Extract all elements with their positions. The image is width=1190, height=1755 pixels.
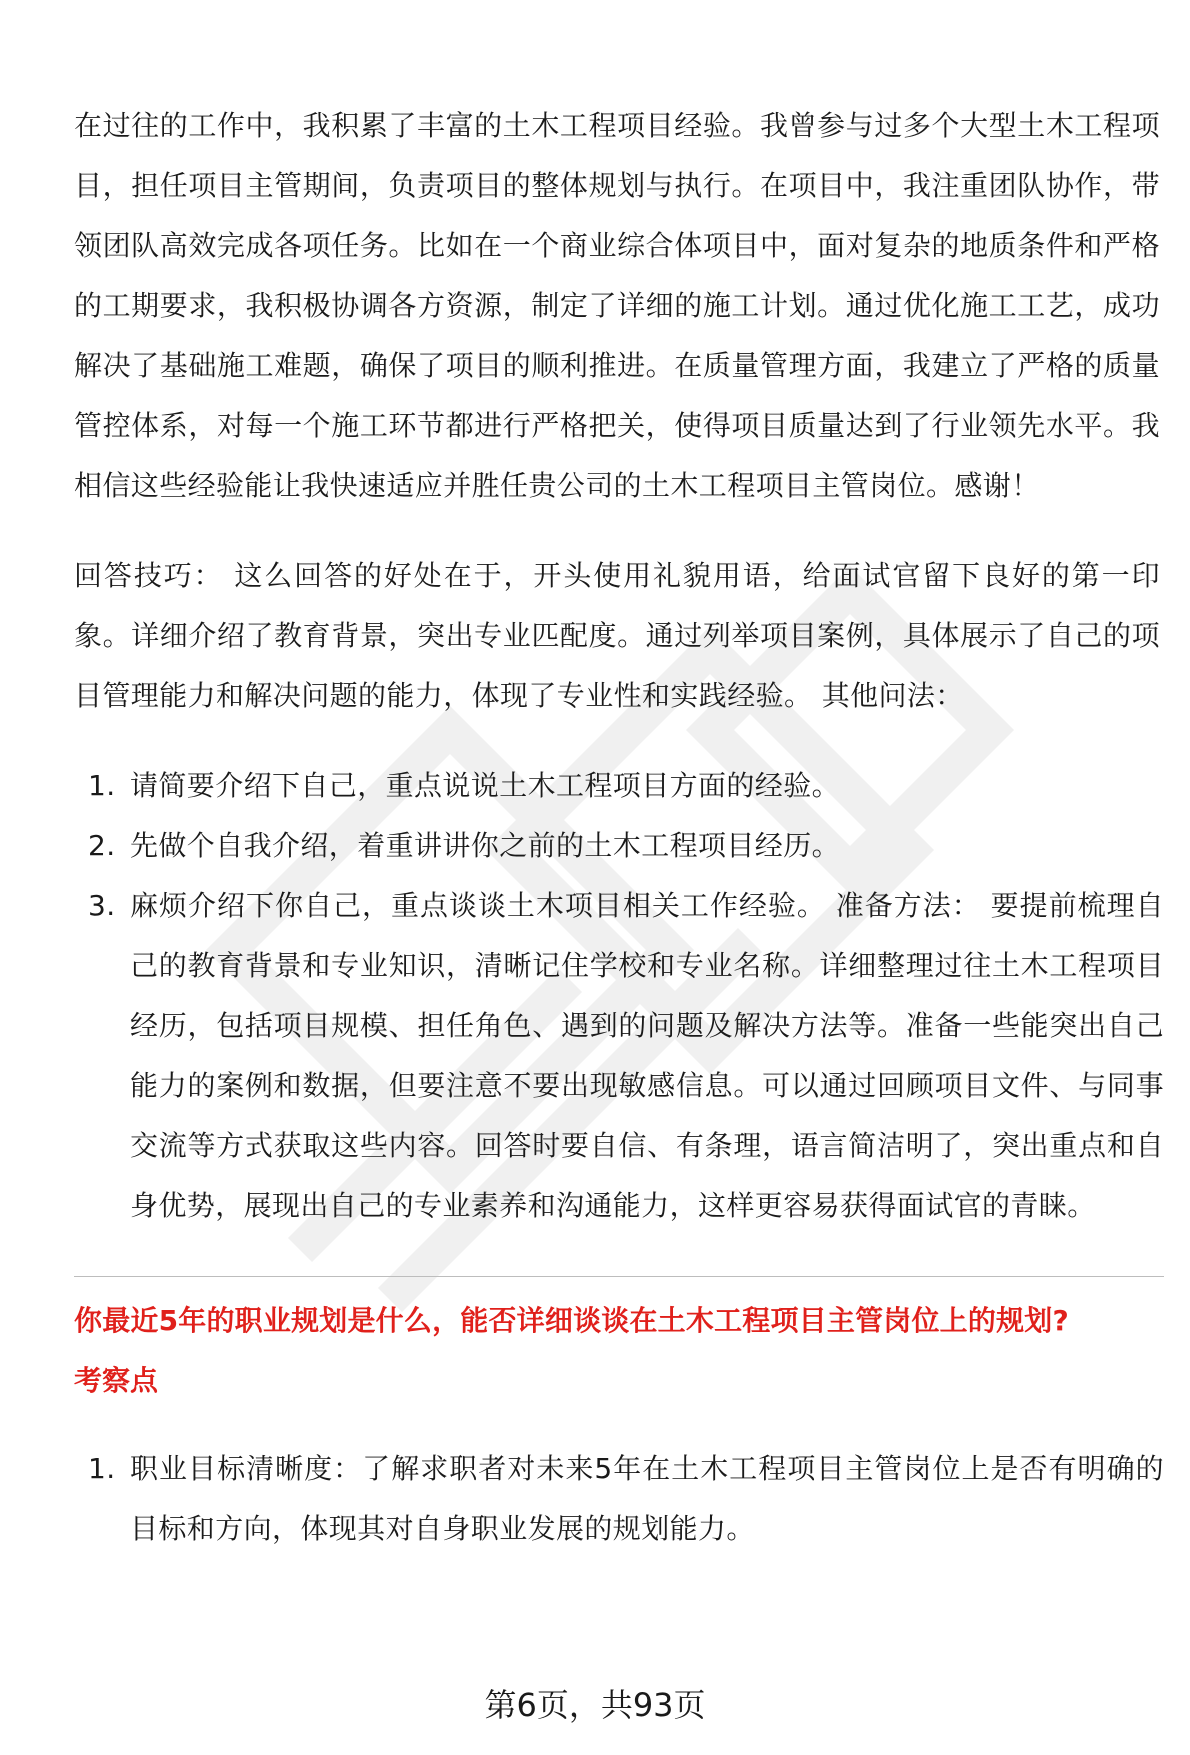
list-item (74, 876, 1164, 1236)
alternative-questions-list (74, 756, 1164, 1236)
list-number: 2. (88, 829, 116, 862)
list-number: 1. (88, 769, 116, 802)
list-item-text: 职业目标清晰度：了解求职者对未来5年在土木工程项目主管岗位上是否有明确的目标和方向，体现其对自身职业发展的规划能力。 (130, 1452, 1164, 1545)
list-item-text: 先做个自我介绍，着重讲讲你之前的土木工程项目经历。 (130, 829, 841, 862)
list-item-text: 麻烦介绍下你自己，重点谈谈土木项目相关工作经验。 准备方法： 要提前梳理自己的教育背景和专业知识，清晰记住学校和专业名称。详细整理过往土木工程项目经历，包括项目规模、担任角色、遇到的问题及解决方法等。准备一些能突出自己能力的案例和数据，但要注意不要出现敏感信息。可以通过回顾项目文件、与同事交流等方式获取这些内容。回答时要自信、有条理，语言简洁明了，突出重点和自身优势，展现出自己的专业素养和沟通能力，这样更容易获得面试官的青睐。 (130, 889, 1164, 1222)
experience-paragraph: 在过往的工作中，我积累了丰富的土木工程项目经验。我曾参与过多个大型土木工程项目，担任项目主管期间，负责项目的整体规划与执行。在项目中，我注重团队协作，带领团队高效完成各项任务。比如在一个商业综合体项目中，面对复杂的地质条件和严格的工期要求，我积极协调各方资源，制定了详细的施工计划。通过优化施工工艺，成功解决了基础施工难题，确保了项目的顺利推进。在质量管理方面，我建立了严格的质量管控体系，对每一个施工环节都进行严格把关，使得项目质量达到了行业领先水平。我相信这些经验能让我快速适应并胜任贵公司的土木工程项目主管岗位。感谢！ (74, 109, 1160, 502)
answer-tips-paragraph: 回答技巧： 这么回答的好处在于，开头使用礼貌用语，给面试官留下良好的第一印象。详细介绍了教育背景，突出专业匹配度。通过列举项目案例，具体展示了自己的项目管理能力和解决问题的能力，体现了专业性和实践经验。 其他问法： (74, 559, 1160, 712)
question-heading: 你最近5年的职业规划是什么，能否详细谈谈在土木工程项目主管岗位上的规划? (74, 1304, 1069, 1337)
page-number: 第6页，共93页 (484, 1686, 706, 1724)
section-divider (74, 1276, 1164, 1277)
list-item (74, 1439, 1164, 1559)
assessment-points-list (74, 1439, 1164, 1559)
list-number: 3. (88, 889, 116, 922)
list-item (74, 816, 1164, 876)
main-content (74, 96, 1164, 1559)
list-item-text: 请简要介绍下自己，重点说说土木工程项目方面的经验。 (130, 769, 841, 802)
assessment-points-heading: 考察点 (74, 1364, 159, 1397)
list-number: 1. (88, 1452, 116, 1485)
list-item (74, 756, 1164, 816)
